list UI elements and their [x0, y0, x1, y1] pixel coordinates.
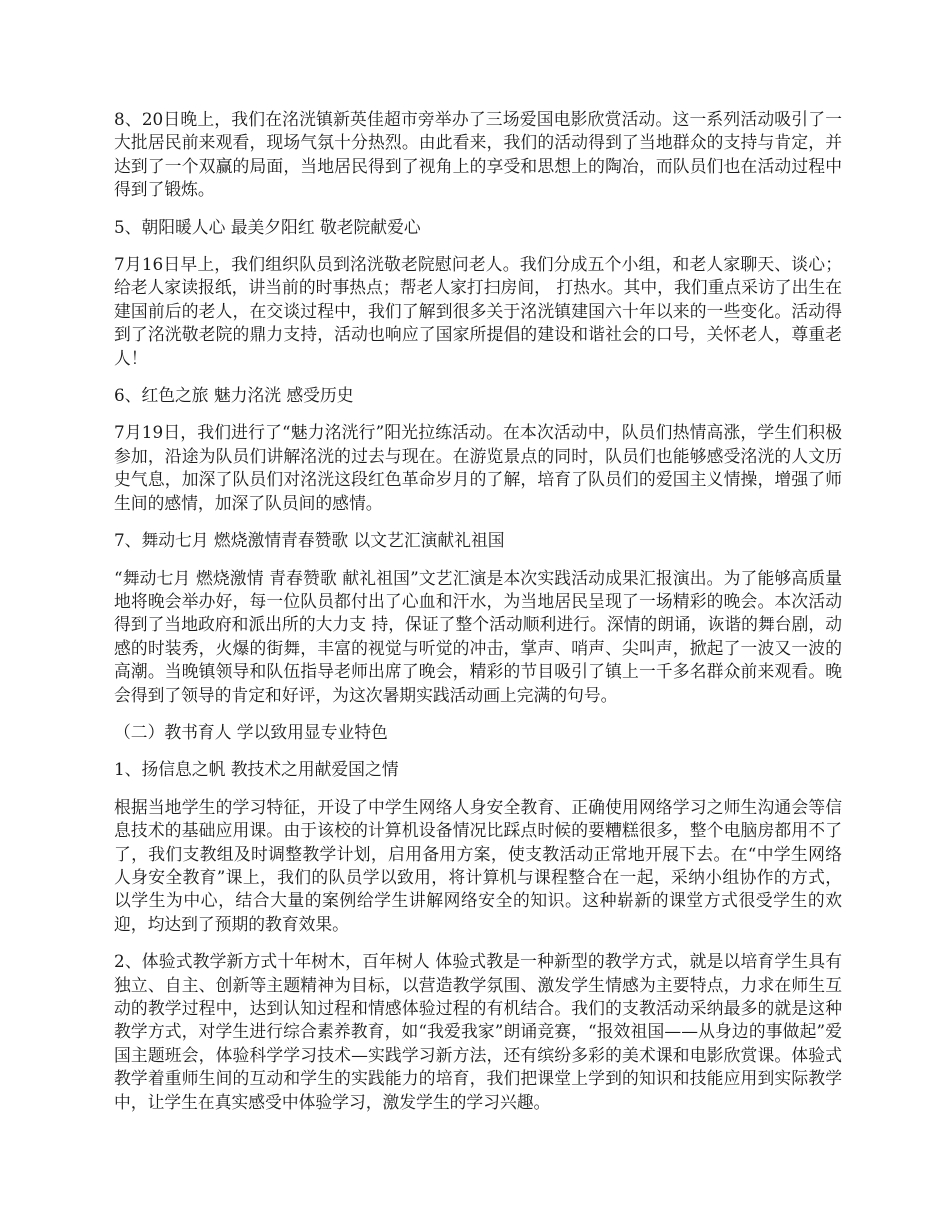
heading-section-two: （二）教书育人 学以致用显专业特色 — [114, 721, 388, 742]
heading-art-show: 7、舞动七月 燃烧激情青春赞歌 以文艺汇演献礼祖国 — [114, 530, 505, 551]
heading-nursing-home: 5、朝阳暖人心 最美夕阳红 敬老院献爱心 — [114, 216, 421, 237]
paragraph-it-education: 根据当地学生的学习特征，开设了中学生网络人身安全教育、正确使用网络学习之师生沟通会等信息技术的基础应用课。由于该校的计算机设备情况比踩点时候的要糟糕很多，整个电脑房都用不了了，我们支教组及时调整教学计划，启用备用方案，使支教活动正常地开展下去。在“中学生网络人身安全教育”课上，我们的队员学以致用，将计算机与课程整合在一起，采纳小组协作的方式，以学生为中心，结合大量的案例给学生讲解网络安全的知识。这种崭新的课堂方式很受学生的欢迎，均达到了预期的教育效果。 — [114, 796, 842, 934]
paragraph-movie-event: 8、20日晚上，我们在洺洸镇新英佳超市旁举办了三场爱国电影欣赏活动。这一系列活动吸引了一大批居民前来观看，现场气氛十分热烈。由此看来，我们的活动得到了当地群众的支持与肯定，并达到了一个双赢的局面，当地居民得到了视角上的享受和思想上的陶冶，而队员们也在活动过程中得到了锻炼。 — [114, 109, 842, 200]
paragraph-red-tour: 7月19日，我们进行了“魅力洺洸行”阳光拉练活动。在本次活动中，队员们热情高涨，学生们积极参加，沿途为队员们讲解洺洸的过去与现在。在游览景点的同时，队员们也能够感受洺洸的人文历史气息，加深了队员们对洺洸这段红色革命岁月的了解，培育了队员们的爱国主义情操，增强了师生间的感情，加深了队员间的感情。 — [114, 422, 842, 513]
heading-red-tour: 6、红色之旅 魅力洺洸 感受历史 — [114, 385, 354, 406]
paragraph-art-show: “舞动七月 燃烧激情 青春赞歌 献礼祖国”文艺汇演是本次实践活动成果汇报演出。为了能够高质量地将晚会举办好，每一位队员都付出了心血和汗水，为当地居民呈现了一场精彩的晚会。本次活动得到了当地政府和派出所的大力支 持，保证了整个活动顺利进行。深情的朗诵，诙谐的舞台剧，动感的时装秀，火爆的街舞，丰富的视觉与听觉的冲击，掌声、哨声、尖叫声，掀起了一波又一波的高潮。当晚镇领导和队伍指导老师出席了晚会，精彩的节目吸引了镇上一千多名群众前来观看。晚会得到了领导的肯定和好评，为这次暑期实践活动画上完满的句号。 — [114, 567, 842, 705]
paragraph-nursing-home: 7月16日早上，我们组织队员到洺洸敬老院慰问老人。我们分成五个小组，和老人家聊天、谈心；给老人家读报纸，讲当前的时事热点；帮老人家打扫房间， 打热水。其中，我们重点采访了出生在建国前后的老人，在交谈过程中，我们了解到很多关于洺洸镇建国六十年以来的一些变化。活动得到了洺洸敬老院的鼎力支持，活动也响应了国家所提倡的建设和谐社会的口号，关怀老人，尊重老人！ — [114, 254, 842, 368]
heading-it-education: 1、扬信息之帆 教技术之用献爱国之情 — [114, 759, 399, 780]
paragraph-experiential-teaching: 2、体验式教学新方式十年树木，百年树人 体验式教是一种新型的教学方式，就是以培育学生具有独立、自主、创新等主题精神为目标，以营造教学氛围、激发学生情感为主要特点，力求在师生互动的教学过程中，达到认知过程和情感体验过程的有机结合。我们的支教活动采纳最多的就是这种教学方式，对学生进行综合素养教育，如“我爱我家”朗诵竞赛，“报效祖国——从身边的事做起”爱国主题班会，体验科学学习技术—实践学习新方法，还有缤纷多彩的美术课和电影欣赏课。体验式教学着重师生间的互动和学生的实践能力的培育，我们把课堂上学到的知识和技能应用到实际教学中，让学生在真实感受中体验学习，激发学生的学习兴趣。 — [114, 951, 842, 1112]
